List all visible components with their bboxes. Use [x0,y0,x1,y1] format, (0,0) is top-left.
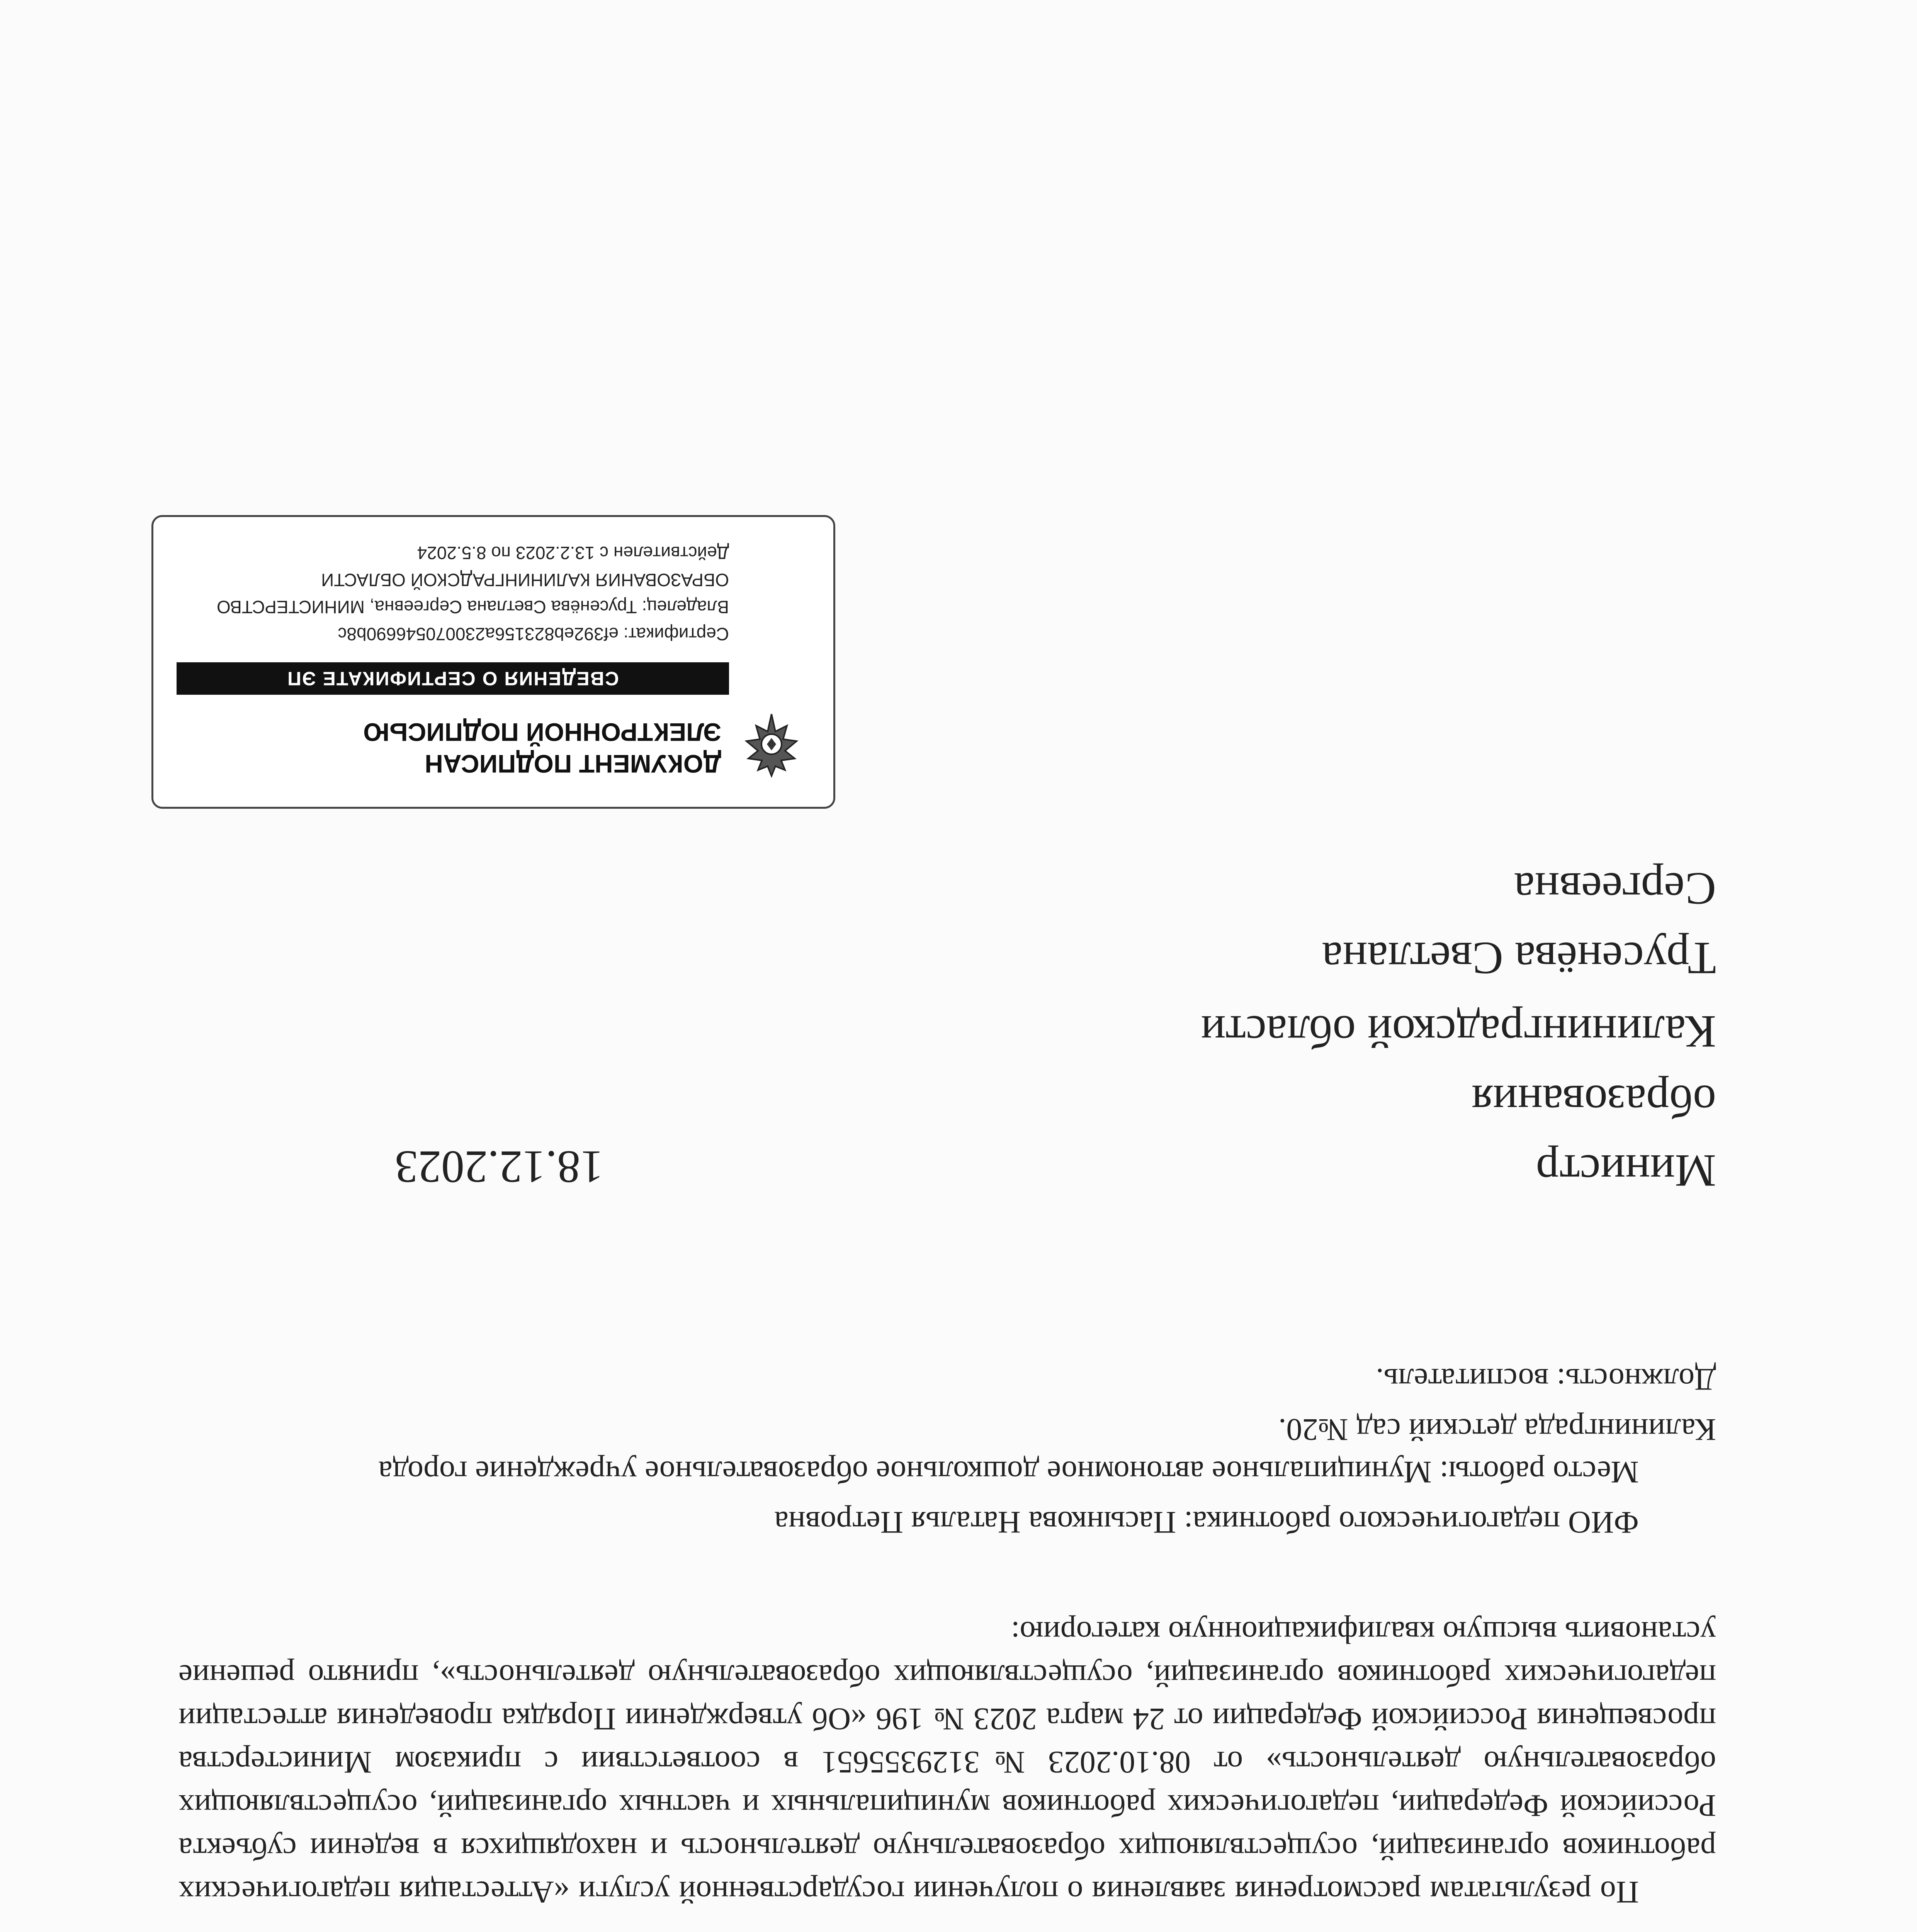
stamp-certificate: Сертификат: ef392eb823156a230070546690b8c [338,624,729,644]
stamp-owner-2: ОБРАЗОВАНИЯ КАЛИНИНГРАДСКОЙ ОБЛАСТИ [321,570,729,590]
stamp-band: СВЕДЕНИЯ О СЕРТИФИКАТЕ ЭП [177,662,729,695]
signer-role-1: Министр [1536,1145,1716,1197]
signer-name-1: Трусенёва Светлана [1322,933,1716,984]
signature-date: 18.12.2023 [395,1141,603,1193]
stamp-title-line-2: ЭЛЕКТРОННОЙ ПОДПИСЬЮ [363,718,721,747]
teacher-fio: ФИО педагогического работника: Пасынкова Наталья Петровна [774,1505,1639,1540]
signer-name-2: Сергеевна [1514,863,1716,915]
signer-role-3: Калининградской области [1201,1006,1716,1058]
signer-role-2: образования [1472,1076,1716,1127]
coat-of-arms-svg [737,706,806,780]
stamp-title-line-1: ДОКУМЕНТ ПОДПИСАН [425,750,721,778]
coat-of-arms-icon [737,704,806,780]
stamp-valid: Действителен с 13.2.2023 по 8.5.2024 [417,543,729,563]
workplace-line-2: Калининграда детский сад №20. [1278,1412,1716,1447]
workplace-line-1: Место работы: Муниципальное автономное дошкольное образовательное учреждение города [378,1455,1639,1490]
decision-body-text: По результатам рассмотрения заявления о получении государственной услуги «Аттестация педагогических работников организаций, осуществляющих образовательную деятельность и находящихся в ведении субъекта Российской Федерации, педагогических работников муниципальных и частных организаций, осуществляющих образовательную деятельность» от 08.10.2023 №3129355651 в соответствии с приказом Министерства просвещения Российской Федерации от 24 марта 2023 № 196 «Об утверждении Порядка проведения аттестации педагогических работников организаций, осуществляющих образовательную деятельность», принято решение установить высшую квалификационную категорию: [178,1615,1716,1910]
e-signature-stamp [151,515,835,809]
stamp-title [363,716,721,780]
teacher-position: Должность: воспитатель. [1376,1362,1716,1397]
stamp-owner-1: Владелец: Трусенёва Светлана Сергеевна, МИНИСТЕРСТВО [216,597,729,617]
